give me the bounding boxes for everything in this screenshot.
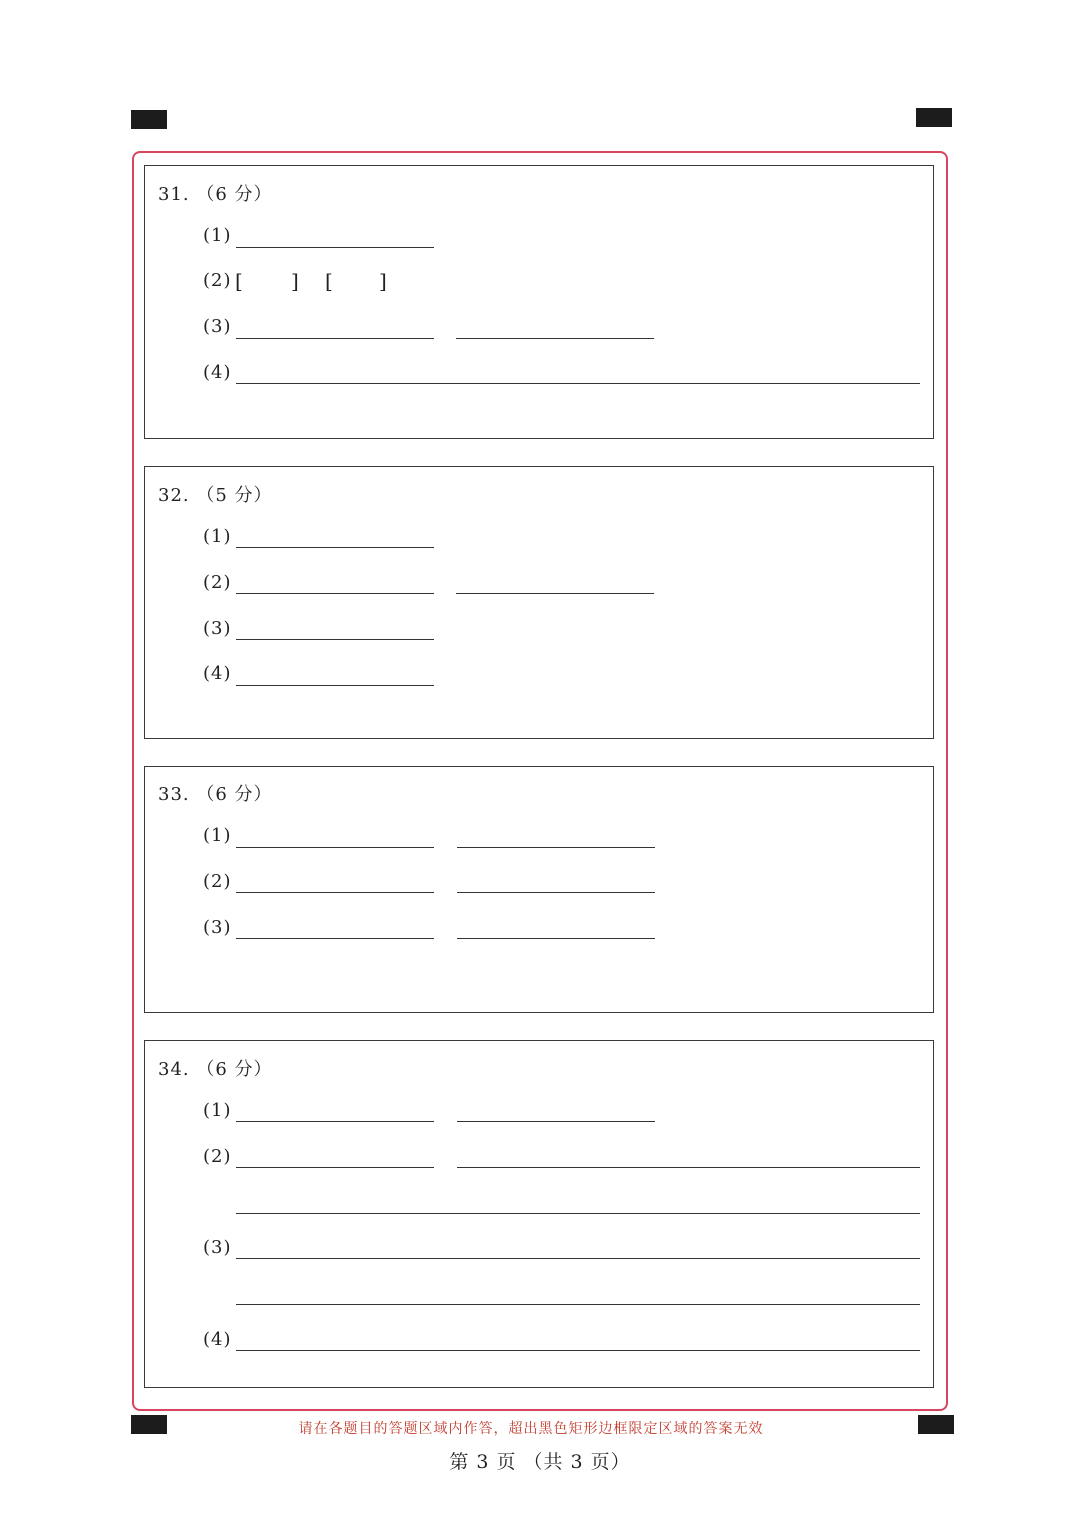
question-title: 31. （6 分）	[158, 184, 273, 205]
item-label: (2)	[203, 871, 232, 892]
question-32-box	[144, 466, 934, 739]
answer-line[interactable]	[236, 847, 434, 848]
answer-line[interactable]	[457, 847, 655, 848]
item-label: (3)	[203, 1237, 232, 1258]
item-label: (1)	[203, 825, 232, 846]
answer-line[interactable]	[236, 1167, 434, 1168]
answer-line[interactable]	[457, 1121, 655, 1122]
item-label: (3)	[203, 316, 232, 337]
item-label: (2)	[203, 572, 232, 593]
answer-line[interactable]	[236, 892, 434, 893]
item-label: (3)	[203, 917, 232, 938]
answer-line[interactable]	[236, 383, 920, 384]
bracket-close: ]	[291, 269, 299, 293]
bracket-open: [	[235, 269, 243, 293]
answer-line[interactable]	[236, 639, 434, 640]
item-label: (4)	[203, 663, 232, 684]
item-label: (1)	[203, 1100, 232, 1121]
answer-line[interactable]	[236, 593, 434, 594]
question-34-box	[144, 1040, 934, 1388]
answer-line[interactable]	[457, 938, 655, 939]
answer-line[interactable]	[456, 338, 654, 339]
answer-line[interactable]	[236, 1350, 920, 1351]
item-label: (1)	[203, 225, 232, 246]
alignment-marker-top-left	[131, 110, 167, 129]
answer-line[interactable]	[236, 1213, 920, 1214]
answer-line[interactable]	[236, 685, 434, 686]
answer-line[interactable]	[236, 547, 434, 548]
question-33-box	[144, 766, 934, 1013]
question-31-box	[144, 165, 934, 439]
question-title: 34. （6 分）	[158, 1059, 273, 1080]
page-number: 第 3 页 （共 3 页）	[449, 1451, 631, 1473]
answer-line[interactable]	[236, 247, 434, 248]
answer-line[interactable]	[236, 1258, 920, 1259]
item-label: (1)	[203, 526, 232, 547]
answer-line[interactable]	[236, 1121, 434, 1122]
question-title: 33. （6 分）	[158, 784, 273, 805]
answer-line[interactable]	[236, 338, 434, 339]
item-label: (4)	[203, 1329, 232, 1350]
answer-line[interactable]	[456, 593, 654, 594]
answer-line[interactable]	[236, 938, 434, 939]
item-label: (2)	[203, 1146, 232, 1167]
item-label: (3)	[203, 618, 232, 639]
item-label: (4)	[203, 362, 232, 383]
answer-line[interactable]	[457, 892, 655, 893]
answer-line[interactable]	[236, 1304, 920, 1305]
question-title: 32. （5 分）	[158, 485, 273, 506]
bracket-close: ]	[379, 269, 387, 293]
bracket-open: [	[325, 269, 333, 293]
alignment-marker-top-right	[916, 108, 952, 127]
answer-line[interactable]	[457, 1167, 920, 1168]
item-label: (2)	[203, 270, 232, 291]
answer-area-notice: 请在各题目的答题区域内作答，超出黑色矩形边框限定区域的答案无效	[298, 1421, 764, 1437]
